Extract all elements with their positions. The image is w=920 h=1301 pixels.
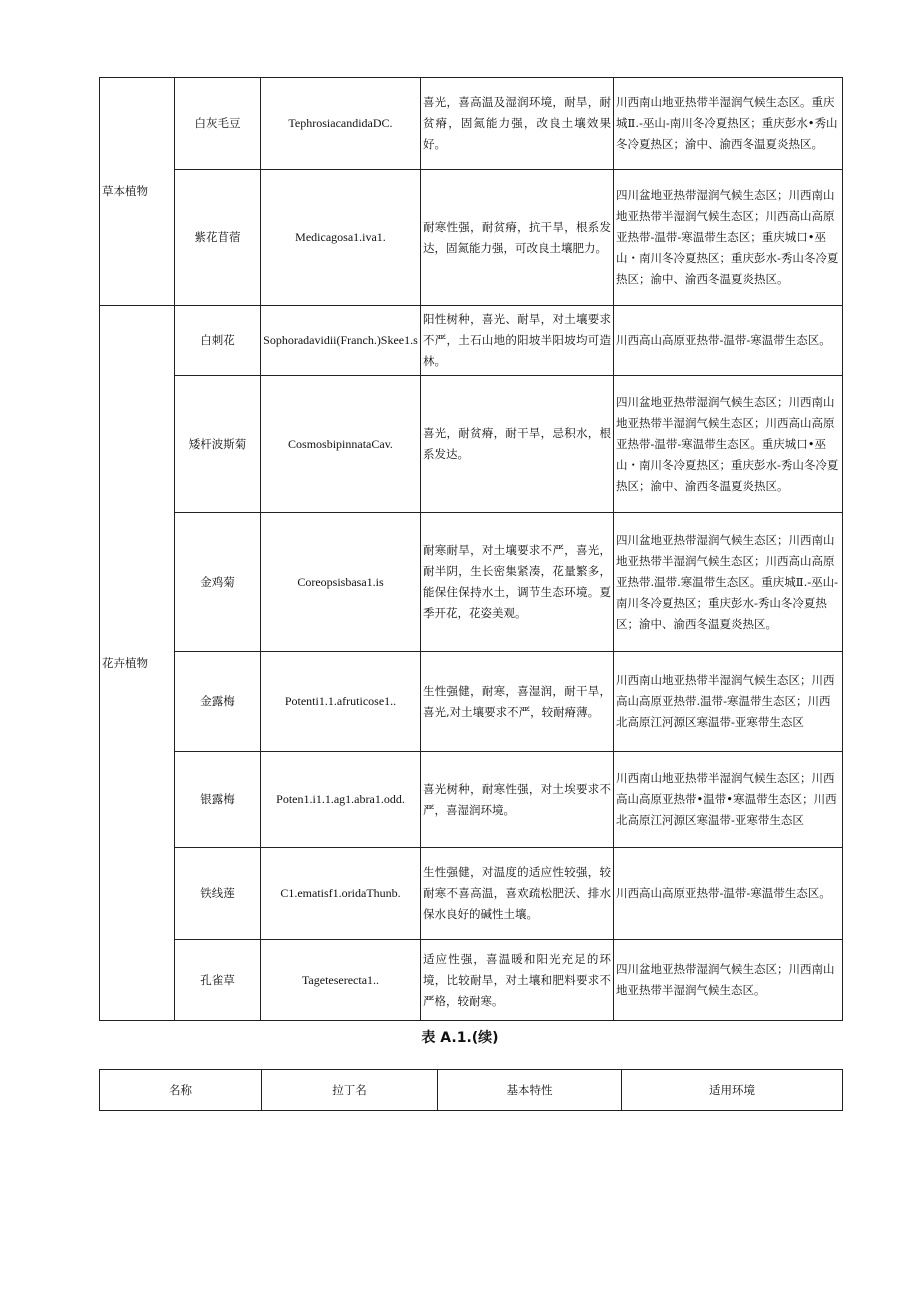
table-caption: 表 A.1.(续) [421,1030,499,1046]
table-row [100,652,843,752]
category-cell: 草本植物 [100,78,175,306]
latin-name: Coreopsisbasa1.is [261,513,421,652]
category-cell: 花卉植物 [100,306,175,1021]
env-text: 川西高山高原亚热带-温带-寒温带生态区。 [614,848,843,940]
table-row [100,306,843,376]
table-row [100,940,843,1021]
env-text: 四川盆地亚热带湿润气候生态区；川西南山地亚热带半湿润气候生态区。 [614,940,843,1021]
env-text: 川西南山地亚热带半湿润气候生态区；川西高山高原亚热带•温带•寒温带生态区；川西北高原江河源区寒温带-亚寒带生态区 [614,752,843,848]
env-text: 四川盆地亚热带湿润气候生态区；川西南山地亚热带半湿润气候生态区；川西高山高原亚热带.温带.寒温带生态区。重庆城Ⅱ.-巫山-南川冬冷夏热区；重庆彭水-秀山冬冷夏热区；渝中、渝西冬温夏炎热区。 [614,513,843,652]
plant-name: 银露梅 [175,752,261,848]
latin-name: TephrosiacandidaDC. [261,78,421,170]
header-name: 名称 [100,1070,262,1111]
latin-name: Sophoradavidii(Franch.)Skee1.s [261,306,421,376]
header-env: 适用环境 [622,1070,843,1111]
traits-text: 耐寒性强，耐贫瘠，抗干旱，根系发达，固氮能力强，可改良土壤肥力。 [421,170,614,306]
env-text: 四川盆地亚热带湿润气候生态区；川西南山地亚热带半湿润气候生态区；川西高山高原亚热带-温带-寒温带生态区。重庆城口•巫山・南川冬冷夏热区；重庆彭水-秀山冬冷夏热区；渝中、渝西冬温夏炎热区。 [614,376,843,513]
env-text: 四川盆地亚热带湿润气候生态区；川西南山地亚热带半湿润气候生态区；川西高山高原亚热带-温带-寒温带生态区；重庆城口•巫山・南川冬冷夏热区；重庆彭水-秀山冬冷夏热区；渝中、渝西冬温夏炎热区。 [614,170,843,306]
traits-text: 喜光，耐贫瘠，耐干旱，忌积水，根系发达。 [421,376,614,513]
table-header [99,1069,843,1111]
plant-name: 白灰毛豆 [175,78,261,170]
table-row [100,513,843,652]
latin-name: Medicagosa1.iva1. [261,170,421,306]
header-latin: 拉丁名 [262,1070,438,1111]
plant-name: 孔雀草 [175,940,261,1021]
plant-name: 紫花苜蓿 [175,170,261,306]
traits-text: 适应性强，喜温暖和阳光充足的环境，比较耐旱，对土壤和肥料要求不严格，较耐寒。 [421,940,614,1021]
table-row [100,848,843,940]
plant-name: 金露梅 [175,652,261,752]
latin-name: Tageteserecta1.. [261,940,421,1021]
env-text: 川西南山地亚热带半湿润气候生态区。重庆城Ⅱ.-巫山-南川冬冷夏热区；重庆彭水•秀山冬冷夏热区；渝中、渝西冬温夏炎热区。 [614,78,843,170]
traits-text: 生性强健，对温度的适应性较强，较耐寒不喜高温，喜欢疏松肥沃、排水保水良好的碱性土壤。 [421,848,614,940]
plant-name: 白刺花 [175,306,261,376]
table-row [100,78,843,170]
plant-name: 矮杆波斯菊 [175,376,261,513]
traits-text: 阳性树种，喜光、耐旱，对土壤要求不严，土石山地的阳坡半阳坡均可造林。 [421,306,614,376]
traits-text: 耐寒耐旱，对土壤要求不严，喜光，耐半阴，生长密集紧凑，花量繁多，能保住保持水土，调节生态环境。夏季开花，花姿美观。 [421,513,614,652]
header-traits: 基本特性 [438,1070,622,1111]
latin-name: CosmosbipinnataCav. [261,376,421,513]
plant-name: 铁线莲 [175,848,261,940]
plant-name: 金鸡菊 [175,513,261,652]
traits-text: 喜光树种，耐寒性强，对土埃要求不严，喜湿润环境。 [421,752,614,848]
header-row [100,1070,843,1111]
latin-name: C1.ematisf1.oridaThunb. [261,848,421,940]
env-text: 川西南山地亚热带半湿润气候生态区；川西高山高原亚热带.温带-寒温带生态区；川西北高原江河源区寒温带-亚寒带生态区 [614,652,843,752]
traits-text: 喜光，喜高温及湿润环境，耐旱，耐贫瘠，固氮能力强，改良土壤效果好。 [421,78,614,170]
table-row [100,376,843,513]
latin-name: Poten1.i1.1.ag1.abra1.odd. [261,752,421,848]
env-text: 川西高山高原亚热带-温带-寒温带生态区。 [614,306,843,376]
traits-text: 生性强健，耐寒，喜湿润，耐干旱，喜光,对土壤要求不严，较耐瘠薄。 [421,652,614,752]
plant-table [99,77,843,1021]
table-row [100,752,843,848]
latin-name: Potenti1.1.afruticose1.. [261,652,421,752]
table-row [100,170,843,306]
